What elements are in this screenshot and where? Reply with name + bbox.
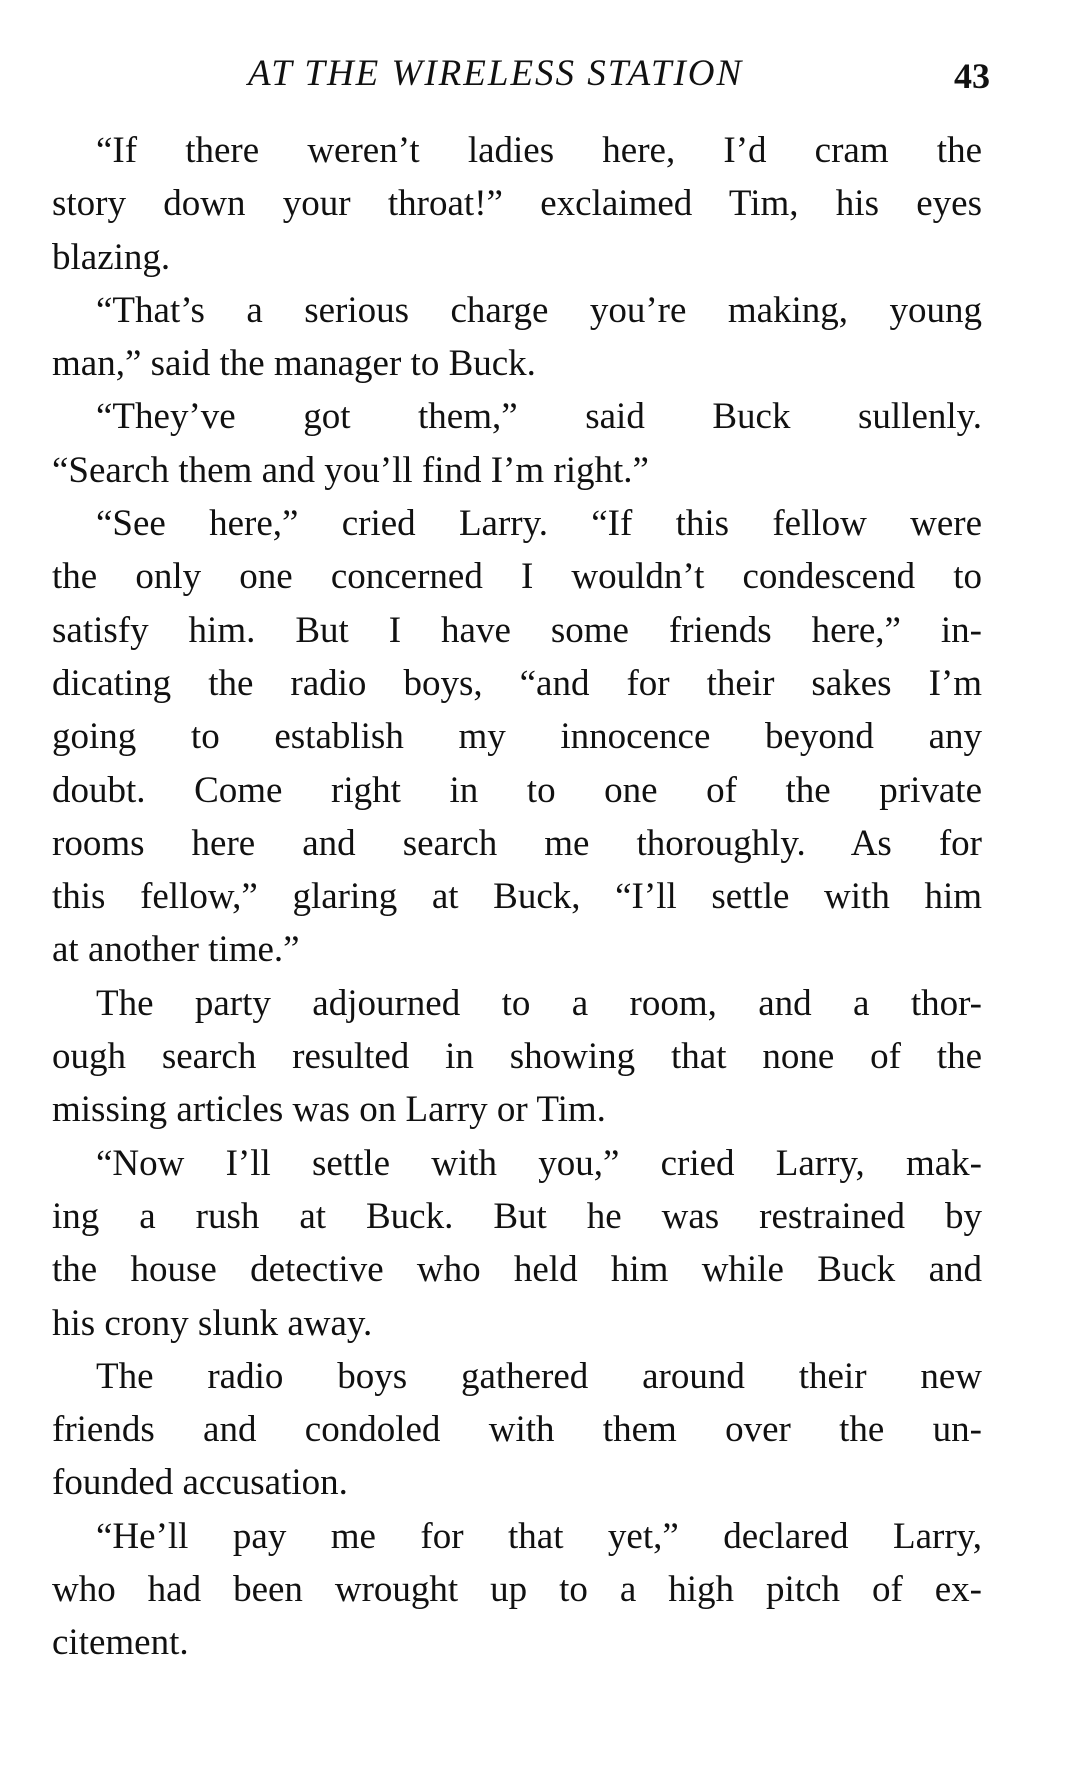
text-line: “Search them and you’ll find I’m right.” [52, 449, 649, 491]
text-line: at another time.” [52, 929, 300, 971]
text-line: satisfy him. But I have some friends here,” in- [52, 609, 982, 651]
text-line: “He’ll pay me for that yet,” declared Larry, [96, 1515, 982, 1557]
text-line: blazing. [52, 236, 171, 278]
text-line: “They’ve got them,” said Buck sullenly. [96, 396, 982, 438]
text-line: going to establish my innocence beyond any [52, 716, 982, 758]
text-line: this fellow,” glaring at Buck, “I’ll settle with him [52, 876, 982, 918]
text-line: ough search resulted in showing that none of the [52, 1036, 982, 1078]
text-line: “See here,” cried Larry. “If this fellow were [96, 503, 982, 545]
text-line: “That’s a serious charge you’re making, young [96, 289, 982, 331]
text-line: “If there weren’t ladies here, I’d cram the [96, 130, 982, 171]
text-line: rooms here and search me thoroughly. As for [52, 822, 982, 864]
text-line: The radio boys gathered around their new [96, 1355, 982, 1397]
text-line: ing a rush at Buck. But he was restrained by [52, 1195, 982, 1237]
text-line: dicating the radio boys, “and for their sakes I’m [52, 662, 982, 704]
text-line: story down your throat!” exclaimed Tim, his eyes [52, 183, 982, 225]
text-line: who had been wrought up to a high pitch of ex- [52, 1569, 982, 1611]
running-title: AT THE WIRELESS STATION [248, 53, 744, 94]
text-line: the house detective who held him while Buck and [52, 1249, 982, 1291]
text-line: man,” said the manager to Buck. [52, 343, 536, 385]
text-line: The party adjourned to a room, and a thor- [96, 982, 982, 1024]
text-line: citement. [52, 1622, 189, 1664]
page-number: 43 [954, 56, 990, 96]
text-line: missing articles was on Larry or Tim. [52, 1089, 606, 1131]
text-line: doubt. Come right in to one of the private [52, 769, 982, 811]
text-line: the only one concerned I wouldn’t condescend to [52, 556, 982, 598]
text-line: friends and condoled with them over the un- [52, 1409, 982, 1451]
text-line: “Now I’ll settle with you,” cried Larry, mak- [96, 1142, 982, 1184]
text-line: founded accusation. [52, 1462, 348, 1504]
running-head [52, 44, 992, 104]
text-line: his crony slunk away. [52, 1302, 373, 1344]
body-text [52, 124, 982, 1670]
